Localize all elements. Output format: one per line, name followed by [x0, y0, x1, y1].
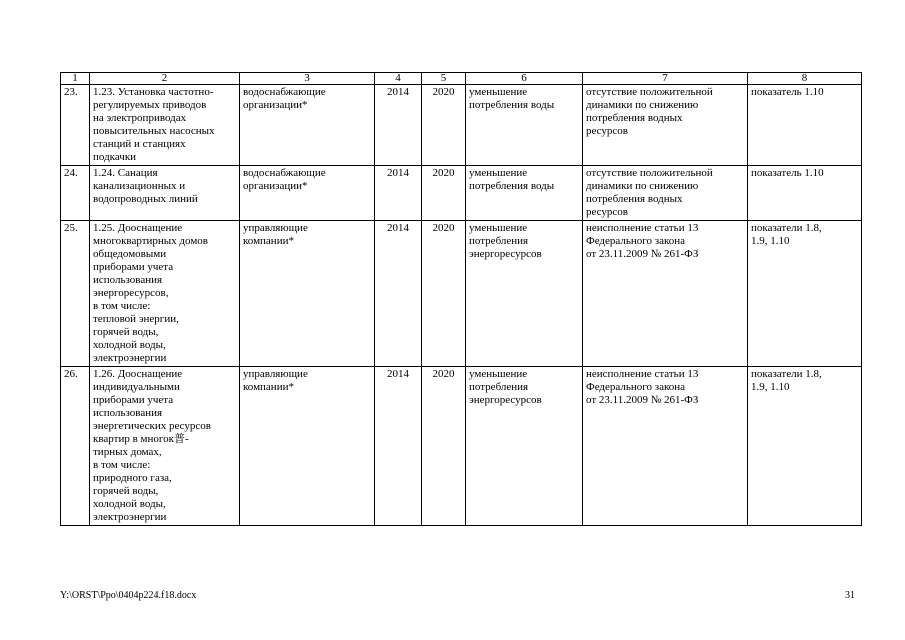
indicator-cell: [748, 367, 862, 526]
measure-cell-line: приборами учета: [93, 394, 174, 406]
measure-cell-line: водопроводных линий: [93, 193, 198, 205]
header-cell-7: 7: [583, 73, 748, 85]
consequence-cell: [583, 85, 748, 166]
header-cell-1: 1: [61, 73, 90, 85]
indicator-cell: [748, 221, 862, 367]
expected-result-cell-line: уменьшение: [469, 222, 528, 234]
consequence-cell-line: ресурсов: [586, 125, 628, 137]
page-number: 31: [845, 590, 855, 601]
measure-cell-line: 1.26. Дооснащение: [93, 368, 183, 380]
header-cell-4: 4: [375, 73, 422, 85]
measure-cell-line: электроэнергии: [93, 511, 167, 523]
consequence-cell: [583, 367, 748, 526]
executor-cell-line: управляющие: [243, 368, 308, 380]
consequence-cell-line: отсутствие положительной: [586, 167, 713, 179]
table-row: [61, 221, 862, 367]
measure-cell-line: использования: [93, 274, 163, 286]
consequence-cell-line: неисполнение статьи 13: [586, 222, 699, 234]
indicator-cell: [748, 85, 862, 166]
measure-cell-line: холодной воды,: [93, 339, 166, 351]
measure-cell-line: природного газа,: [93, 472, 172, 484]
expected-result-cell-line: уменьшение: [469, 86, 528, 98]
end-year-cell: 2020: [422, 85, 466, 166]
header-cell-8: 8: [748, 73, 862, 85]
measure-cell-line: энергетических ресурсов: [93, 420, 211, 432]
consequence-cell-line: ресурсов: [586, 206, 628, 218]
measure-cell-line: повысительных насосных: [93, 125, 215, 137]
expected-result-cell-line: потребления воды: [469, 180, 555, 192]
consequence-cell-line: от 23.11.2009 № 261-ФЗ: [586, 394, 699, 406]
expected-result-cell-line: потребления воды: [469, 99, 555, 111]
measure-cell-line: электроэнергии: [93, 352, 167, 364]
end-year-cell: 2020: [422, 221, 466, 367]
expected-result-cell-line: уменьшение: [469, 167, 528, 179]
executor-cell-line: организации*: [243, 99, 308, 111]
row-number-cell: 24.: [61, 166, 90, 221]
expected-result-cell-line: уменьшение: [469, 368, 528, 380]
measure-cell-line: подкачки: [93, 151, 137, 163]
indicator-cell-line: 1.9, 1.10: [751, 381, 790, 393]
row-number-cell: 25.: [61, 221, 90, 367]
expected-result-cell: [466, 166, 583, 221]
measure-cell: [90, 221, 240, 367]
indicator-cell-line: показатели 1.8,: [751, 222, 822, 234]
consequence-cell: [583, 221, 748, 367]
row-number-cell: 23.: [61, 85, 90, 166]
end-year-cell: 2020: [422, 367, 466, 526]
header-cell-5: 5: [422, 73, 466, 85]
measure-cell-line: горячей воды,: [93, 485, 159, 497]
measure-cell-line: общедомовыми: [93, 248, 167, 260]
executor-cell-line: управляющие: [243, 222, 308, 234]
executor-cell: [240, 221, 375, 367]
expected-result-cell: [466, 367, 583, 526]
start-year-cell: 2014: [375, 221, 422, 367]
measure-cell: [90, 166, 240, 221]
indicator-cell-line: показатель 1.10: [751, 86, 824, 98]
start-year-cell: 2014: [375, 166, 422, 221]
consequence-cell-line: динамики по снижению: [586, 180, 699, 192]
consequence-cell-line: неисполнение статьи 13: [586, 368, 699, 380]
consequence-cell-line: Федерального закона: [586, 235, 686, 247]
expected-result-cell-line: потребления: [469, 381, 529, 393]
consequence-cell: [583, 166, 748, 221]
measure-cell-line: тепловой энергии,: [93, 313, 179, 325]
measure-cell: [90, 367, 240, 526]
measure-cell-line: индивидуальными: [93, 381, 180, 393]
indicator-cell-line: 1.9, 1.10: [751, 235, 790, 247]
header-cell-2: 2: [90, 73, 240, 85]
measure-cell-line: в том числе:: [93, 300, 151, 312]
consequence-cell-line: отсутствие положительной: [586, 86, 713, 98]
measure-cell-line: квартир в многок普-: [93, 433, 189, 445]
expected-result-cell: [466, 85, 583, 166]
header-row: [61, 73, 862, 85]
table-row: [61, 166, 862, 221]
table-row: [61, 367, 862, 526]
measure-cell-line: в том числе:: [93, 459, 151, 471]
start-year-cell: 2014: [375, 367, 422, 526]
consequence-cell-line: потребления водных: [586, 193, 683, 205]
measure-cell-line: энергоресурсов,: [93, 287, 169, 299]
measure-cell-line: приборами учета: [93, 261, 174, 273]
expected-result-cell-line: энергоресурсов: [469, 248, 542, 260]
executor-cell: [240, 85, 375, 166]
measure-cell-line: 1.24. Санация: [93, 167, 158, 179]
measure-cell-line: канализационных и: [93, 180, 186, 192]
measure-cell-line: на электроприводах: [93, 112, 187, 124]
row-number-cell: 26.: [61, 367, 90, 526]
consequence-cell-line: от 23.11.2009 № 261-ФЗ: [586, 248, 699, 260]
footer-file-path: Y:\ORST\Ppo\0404p224.f18.docx: [60, 590, 197, 601]
consequence-cell-line: динамики по снижению: [586, 99, 699, 111]
table-body: [61, 85, 862, 526]
executor-cell-line: организации*: [243, 180, 308, 192]
header-cell-6: 6: [466, 73, 583, 85]
executor-cell-line: компании*: [243, 235, 294, 247]
measure-cell-line: использования: [93, 407, 163, 419]
consequence-cell-line: Федерального закона: [586, 381, 686, 393]
executor-cell: [240, 367, 375, 526]
measure-cell-line: 1.25. Дооснащение: [93, 222, 183, 234]
consequence-cell-line: потребления водных: [586, 112, 683, 124]
end-year-cell: 2020: [422, 166, 466, 221]
executor-cell-line: водоснабжающие: [243, 167, 326, 179]
indicator-cell-line: показатели 1.8,: [751, 368, 822, 380]
indicator-cell-line: показатель 1.10: [751, 167, 824, 179]
table-row: [61, 85, 862, 166]
expected-result-cell-line: потребления: [469, 235, 529, 247]
measure-cell-line: станций и станциях: [93, 138, 186, 150]
measure-cell-line: регулируемых приводов: [93, 99, 207, 111]
executor-cell: [240, 166, 375, 221]
measure-cell-line: холодной воды,: [93, 498, 166, 510]
measure-cell-line: тирных домах,: [93, 446, 162, 458]
measure-cell-line: горячей воды,: [93, 326, 159, 338]
expected-result-cell: [466, 221, 583, 367]
header-cell-3: 3: [240, 73, 375, 85]
measure-cell: [90, 85, 240, 166]
measure-cell-line: 1.23. Установка частотно-: [93, 86, 214, 98]
measures-table: [60, 72, 862, 526]
executor-cell-line: водоснабжающие: [243, 86, 326, 98]
executor-cell-line: компании*: [243, 381, 294, 393]
expected-result-cell-line: энергоресурсов: [469, 394, 542, 406]
start-year-cell: 2014: [375, 85, 422, 166]
indicator-cell: [748, 166, 862, 221]
measure-cell-line: многоквартирных домов: [93, 235, 208, 247]
